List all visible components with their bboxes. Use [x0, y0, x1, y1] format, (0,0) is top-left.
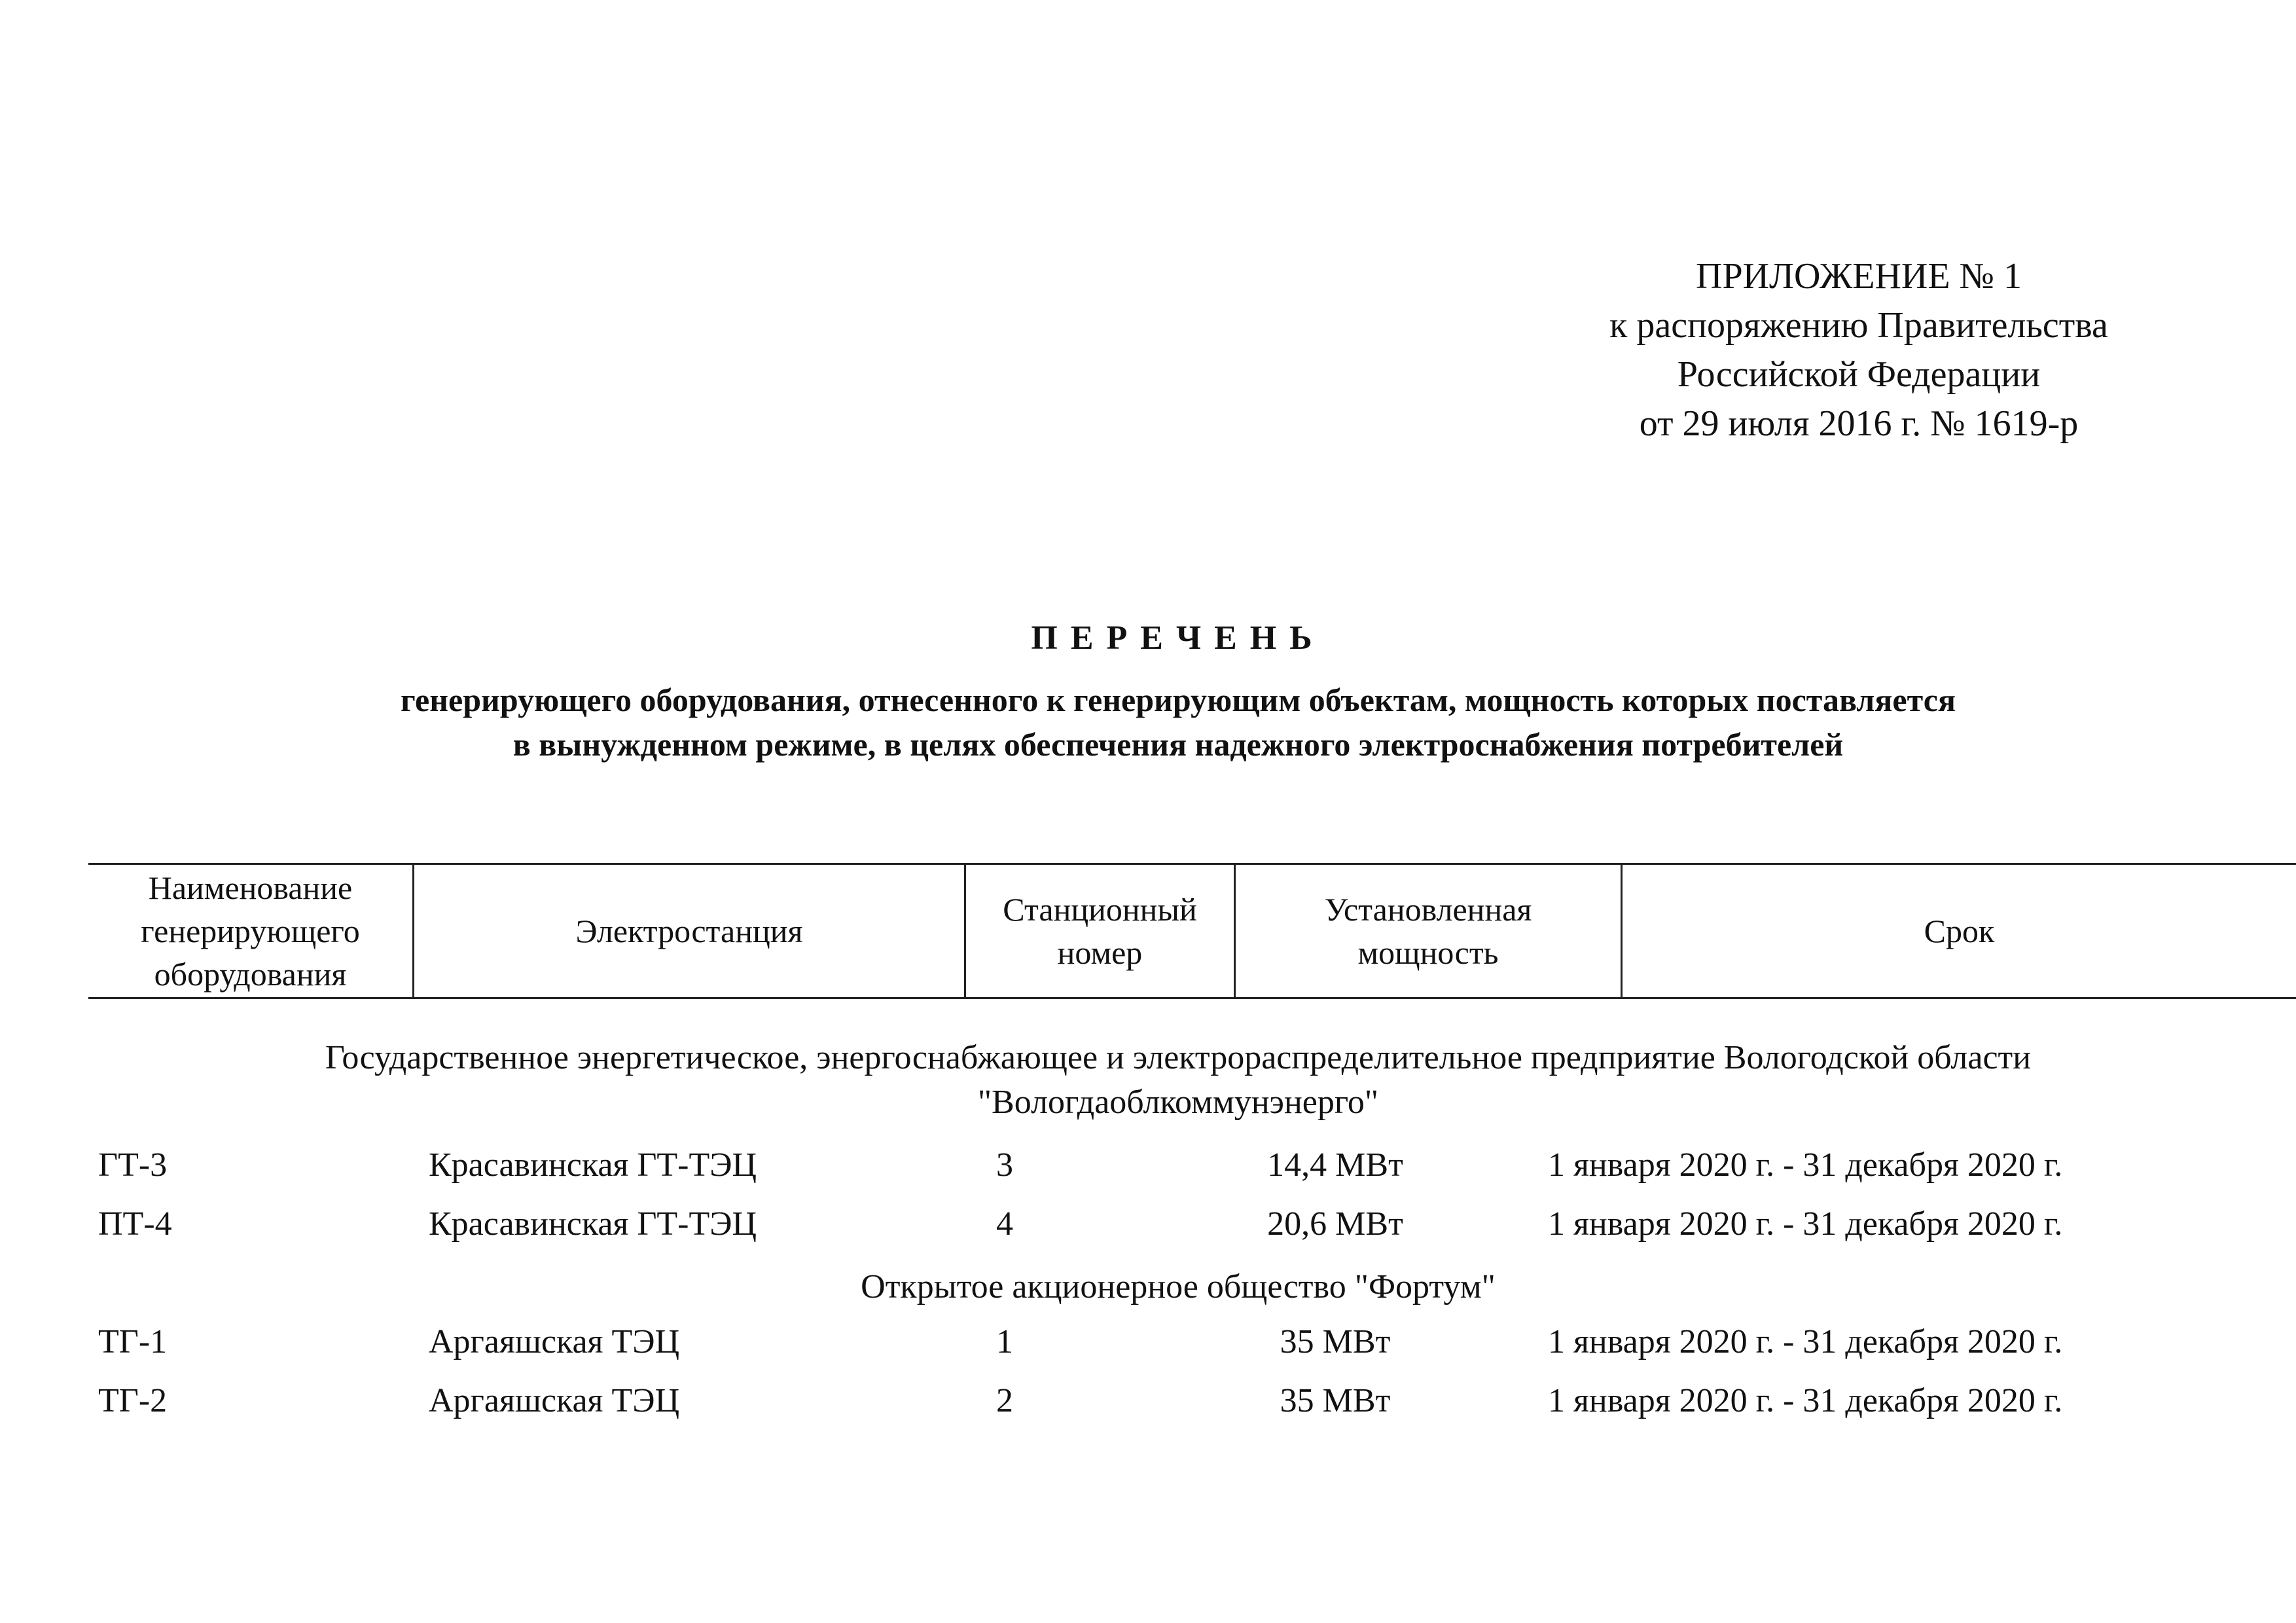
header-term-label: Срок [1924, 913, 1995, 949]
appendix-block [1558, 252, 2160, 448]
organization-name-line-1: Открытое акционерное общество "Фортум" [861, 1268, 1496, 1305]
cell-station: Аргаяшская ТЭЦ [429, 1382, 680, 1419]
cell-term: 1 января 2020 г. - 31 декабря 2020 г. [1548, 1323, 2063, 1360]
cell-installed-power: 35 МВт [1280, 1323, 1391, 1360]
organization-name-line-1: Государственное энергетическое, энергоснабжающее и электрораспределительное предприятие Вологодской области [325, 1039, 2032, 1076]
table-row [0, 1381, 2296, 1427]
cell-equipment-name: ТГ-1 [98, 1323, 168, 1360]
header-power-line-2: мощность [1357, 934, 1499, 971]
header-station [414, 865, 964, 997]
cell-term: 1 января 2020 г. - 31 декабря 2020 г. [1548, 1146, 2063, 1184]
table-row [0, 1322, 2296, 1368]
organization-heading-1 [0, 1036, 2296, 1125]
cell-equipment-name: ТГ-2 [98, 1382, 168, 1419]
cell-station: Красавинская ГТ-ТЭЦ [429, 1146, 757, 1184]
header-equipment-name-line-1: Наименование [148, 869, 353, 906]
header-equipment-name [88, 865, 412, 997]
header-number-line-2: номер [1057, 934, 1143, 971]
cell-term: 1 января 2020 г. - 31 декабря 2020 г. [1548, 1382, 2063, 1419]
document-title: ПЕРЕЧЕНЬ [1031, 619, 1325, 657]
header-term [1623, 865, 2296, 997]
header-station-label: Электростанция [575, 913, 803, 949]
cell-installed-power: 20,6 МВт [1267, 1205, 1403, 1243]
appendix-number: ПРИЛОЖЕНИЕ № 1 [1696, 256, 2022, 297]
cell-station-number: 3 [996, 1146, 1013, 1184]
cell-station: Красавинская ГТ-ТЭЦ [429, 1205, 757, 1243]
header-equipment-name-line-3: оборудования [154, 956, 347, 993]
cell-installed-power: 35 МВт [1280, 1382, 1391, 1419]
organization-name-line-2: "Вологдаоблкоммунэнерго" [977, 1084, 1379, 1121]
header-number-line-1: Станционный [1003, 891, 1197, 928]
appendix-date: от 29 июля 2016 г. № 1619-р [1639, 403, 2079, 444]
table-row [0, 1205, 2296, 1250]
cell-station-number: 4 [996, 1205, 1013, 1243]
cell-equipment-name: ГТ-3 [98, 1146, 168, 1184]
cell-equipment-name: ПТ-4 [98, 1205, 172, 1243]
cell-installed-power: 14,4 МВт [1267, 1146, 1403, 1184]
equipment-table [88, 863, 2296, 999]
appendix-reference: к распоряжению Правительства [1609, 305, 2108, 346]
table-row [0, 1146, 2296, 1192]
header-power-line-1: Установленная [1324, 891, 1532, 928]
cell-station-number: 2 [996, 1382, 1013, 1419]
document-subtitle [0, 678, 2296, 767]
header-installed-power [1236, 865, 1621, 997]
table-header [88, 863, 2296, 999]
cell-station-number: 1 [996, 1323, 1013, 1360]
appendix-government: Российской Федерации [1677, 354, 2041, 395]
subtitle-line-1: генерирующего оборудования, отнесенного к генерирующим объектам, мощность которых поставляется [400, 682, 1956, 718]
cell-term: 1 января 2020 г. - 31 декабря 2020 г. [1548, 1205, 2063, 1243]
header-station-number [966, 865, 1234, 997]
cell-station: Аргаяшская ТЭЦ [429, 1323, 680, 1360]
subtitle-line-2: в вынужденном режиме, в целях обеспечения надежного электроснабжения потребителей [512, 726, 1844, 763]
header-equipment-name-line-2: генерирующего [141, 913, 360, 949]
organization-heading-2 [0, 1265, 2296, 1309]
